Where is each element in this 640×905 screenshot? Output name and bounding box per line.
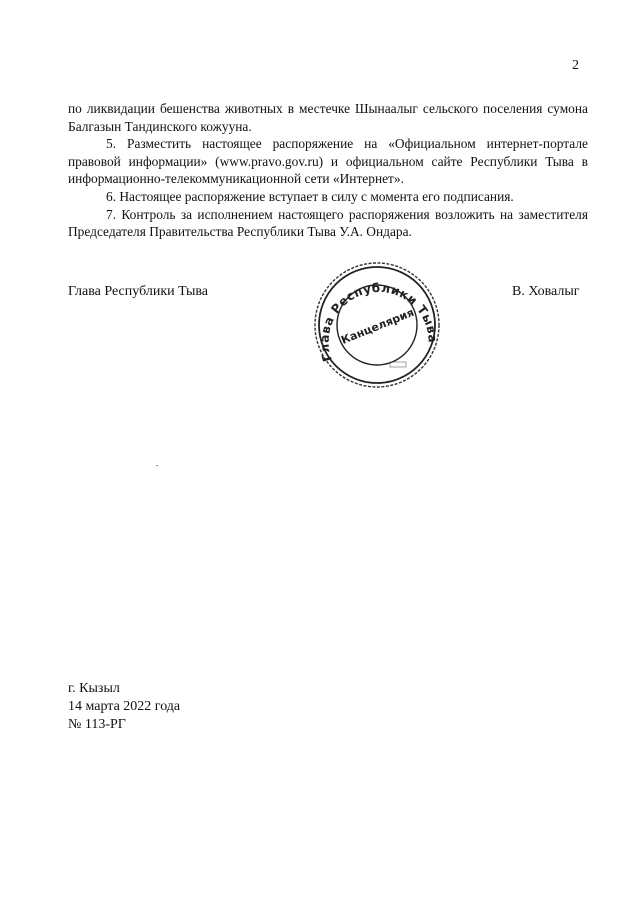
document-footer [68,680,180,734]
stamp-ring-text: Глава Республики Тыва [317,280,440,364]
paragraph-continuation: по ликвидации бешенства животных в местечке Шынаалыг сельского поселения сумона Балгазын Тандинского кожууна. [68,101,588,134]
signer-name: В. Ховалыг [512,284,580,299]
paragraph-item-7: 7. Контроль за исполнением настоящего распоряжения возложить на заместителя Председателя Правительства Республики Тыва У.А. Ондара. [68,206,588,240]
document-number: № 113-РГ [68,717,126,732]
paragraph-item-6: 6. Настоящее распоряжение вступает в силу с момента его подписания. [106,188,514,204]
document-body [68,100,588,241]
city: г. Кызыл [68,681,120,696]
stamp-center-text: Канцелярия [339,305,416,347]
scan-speck [156,465,158,466]
page-number: 2 [572,58,579,73]
official-stamp [310,262,445,392]
signer-title: Глава Республики Тыва [68,284,209,299]
paragraph-item-5: 5. Разместить настоящее распоряжение на «Официальном интернет-портале правовой информации» (www.pravo.gov.ru) и официальном сайте Республики Тыва в информационно-телекоммуникационной сети «Интернет». [68,136,588,187]
document-date: 14 марта 2022 года [68,699,181,714]
